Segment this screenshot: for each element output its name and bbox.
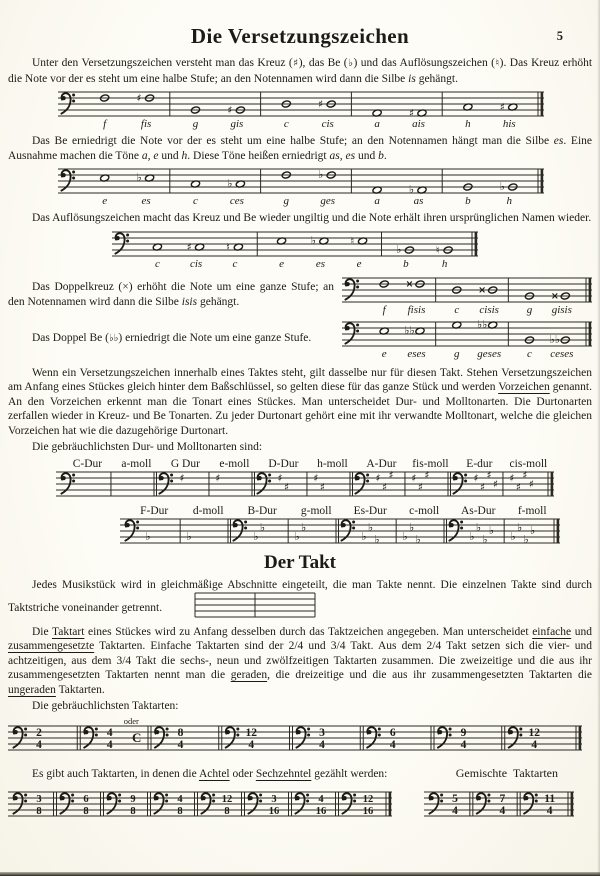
sharp-icon: ♯ bbox=[499, 101, 505, 114]
natural-icon: ♮ bbox=[435, 244, 440, 257]
staff-double-sharp-notes bbox=[342, 274, 592, 316]
text-run: gehängt. bbox=[415, 72, 458, 85]
text-run: gezählt werden: bbox=[311, 767, 388, 780]
text-run: und bbox=[571, 625, 592, 638]
music-glyph: ♮ bbox=[494, 58, 500, 69]
note-label: c bbox=[232, 257, 238, 270]
text-run: einfache bbox=[532, 625, 572, 638]
text-run: isis bbox=[181, 295, 198, 308]
flat-icon: ♭ bbox=[186, 529, 192, 543]
sharp-icon: ♯ bbox=[388, 469, 394, 482]
bass-clef-icon bbox=[115, 233, 129, 253]
key-label-moll: cis-moll bbox=[509, 457, 548, 470]
flat-icon: ♭ bbox=[530, 523, 536, 537]
paragraph-vorzeichen bbox=[8, 366, 592, 439]
flat-icon: ♭ bbox=[499, 180, 505, 193]
text-run: , die dreizeitige und die aus ihr zusammengesetzten Taktarten die bbox=[267, 669, 592, 681]
text-run: is bbox=[408, 72, 416, 85]
text-run: zusammengesetzte bbox=[8, 640, 95, 652]
note-label: g bbox=[526, 303, 533, 316]
text-run: a, e bbox=[141, 149, 159, 162]
bass-clef-icon bbox=[61, 170, 75, 190]
note-label: gisis bbox=[551, 303, 572, 316]
flat-icon: ♭ bbox=[475, 520, 482, 534]
gemischte-label: Gemischte Taktarten bbox=[455, 765, 558, 780]
note-label: e bbox=[356, 257, 362, 270]
bass-clef-icon bbox=[453, 473, 467, 493]
staff-time-signatures-eighth bbox=[8, 786, 392, 820]
note-label: ces bbox=[229, 195, 244, 207]
time-signature-denominator: 4 bbox=[531, 738, 538, 751]
text-run: Es gibt auch Taktarten, in denen die bbox=[32, 767, 199, 780]
bass-clef-icon bbox=[429, 793, 443, 813]
flat-icon: ♭ bbox=[259, 520, 266, 534]
time-signature-denominator: 4 bbox=[177, 738, 184, 751]
paragraph-doppelbe bbox=[8, 331, 334, 347]
sharp-icon: ♯ bbox=[277, 472, 283, 485]
note-label: c bbox=[193, 195, 198, 207]
page-title: Die Versetzungszeichen bbox=[190, 24, 410, 48]
note-label: e bbox=[381, 347, 387, 360]
staff-sharp-notes bbox=[58, 88, 592, 130]
double-flat-icon: ♭ bbox=[554, 332, 561, 346]
flat-icon: ♭ bbox=[145, 529, 151, 543]
flat-icon: ♭ bbox=[517, 520, 523, 534]
double-sharp-icon: × bbox=[550, 290, 559, 302]
text-run: Taktarten. bbox=[55, 683, 105, 696]
sharp-icon: ♯ bbox=[215, 472, 221, 485]
time-signature-denominator: 8 bbox=[177, 806, 183, 817]
bass-clef-icon bbox=[345, 279, 359, 299]
key-label-dur: Es-Dur bbox=[353, 504, 387, 517]
text-run: gehängt. bbox=[197, 295, 240, 308]
time-signature-numerator: 12 bbox=[528, 726, 540, 739]
key-label-dur: G Dur bbox=[170, 457, 200, 470]
double-sharp-icon: × bbox=[405, 278, 414, 290]
time-signature-numerator: 4 bbox=[318, 794, 324, 805]
text-run: Achtel bbox=[198, 767, 230, 780]
note-label: eses bbox=[407, 347, 426, 360]
text-run: eines Stückes wird zu Anfang desselben durch das Taktzeichen angegeben. Man unterscheidet bbox=[84, 625, 533, 638]
music-glyph: ♯ bbox=[292, 58, 299, 69]
text-run: ungeraden bbox=[8, 683, 56, 696]
achtel-row bbox=[8, 766, 592, 782]
key-label-dur: A-Dur bbox=[366, 457, 397, 470]
note-label: fis bbox=[140, 118, 152, 130]
time-signature-numerator: 9 bbox=[460, 726, 467, 739]
time-signature-numerator: 4 bbox=[106, 726, 113, 739]
time-signature-numerator: 8 bbox=[177, 726, 184, 739]
note-label: c bbox=[283, 118, 289, 130]
flat-icon: ♭ bbox=[253, 529, 259, 543]
paragraph-aufloesung bbox=[8, 211, 592, 226]
doppelbe-row bbox=[8, 318, 592, 360]
note-label: e bbox=[279, 257, 285, 270]
text-run: h bbox=[181, 149, 188, 162]
paragraph-doppelkreuz bbox=[8, 280, 334, 309]
time-signature-numerator: 6 bbox=[389, 726, 396, 739]
text-run: Das Doppel Be ( bbox=[32, 331, 109, 344]
flat-icon: ♭ bbox=[488, 523, 495, 537]
key-label-dur: F-Dur bbox=[140, 504, 169, 517]
time-signature-denominator: 8 bbox=[224, 806, 230, 817]
bass-clef-icon bbox=[341, 520, 355, 540]
flat-icon: ♭ bbox=[310, 233, 316, 247]
time-signature-denominator: 4 bbox=[248, 738, 255, 751]
flat-icon: ♭ bbox=[482, 532, 488, 546]
music-glyph: ♭ bbox=[347, 58, 354, 69]
text-run: Sechzehntel bbox=[255, 767, 312, 780]
flat-icon: ♭ bbox=[408, 183, 415, 196]
time-signature-numerator: 3 bbox=[319, 726, 325, 739]
key-label-moll: f-moll bbox=[517, 504, 547, 517]
time-signature-denominator: 4 bbox=[319, 738, 325, 751]
sharp-icon: ♯ bbox=[486, 469, 492, 482]
bass-clef-icon bbox=[84, 727, 98, 747]
key-label-moll: g-moll bbox=[300, 504, 332, 517]
sharp-icon: ♯ bbox=[424, 469, 430, 482]
bass-clef-icon bbox=[155, 727, 169, 747]
double-sharp-icon: × bbox=[478, 284, 487, 296]
text-run: oder bbox=[229, 767, 256, 780]
key-label-moll: c-moll bbox=[409, 504, 440, 517]
sharp-icon: ♯ bbox=[136, 92, 142, 105]
key-label-dur: As-Dur bbox=[460, 504, 496, 517]
bass-clef-icon bbox=[13, 727, 27, 747]
bass-clef-icon bbox=[125, 520, 139, 540]
time-signature-numerator: 12 bbox=[221, 794, 233, 805]
text-run: Unter den Versetzungszeichen versteht man das Kreuz ( bbox=[32, 57, 293, 69]
sharp-icon: ♯ bbox=[473, 472, 479, 485]
staff-double-flat-notes bbox=[342, 318, 592, 360]
flat-icon: ♭ bbox=[136, 171, 142, 184]
bass-clef-icon bbox=[295, 793, 309, 813]
bass-clef-icon bbox=[13, 793, 27, 813]
bass-clef-icon bbox=[61, 93, 75, 113]
bass-clef-icon bbox=[438, 727, 452, 747]
bass-clef-icon bbox=[60, 793, 74, 813]
key-label-dur: C-Dur bbox=[72, 457, 103, 470]
bass-clef-icon bbox=[367, 727, 381, 747]
bass-clef-icon bbox=[524, 793, 538, 813]
sharp-icon: ♯ bbox=[283, 481, 290, 494]
text-run: Taktart bbox=[52, 625, 85, 638]
bass-clef-icon bbox=[107, 793, 121, 813]
time-signatures-row bbox=[8, 784, 592, 824]
time-signature-denominator: 8 bbox=[83, 806, 89, 817]
time-signature-numerator: 6 bbox=[83, 794, 89, 805]
doppelkreuz-row bbox=[8, 274, 592, 316]
key-label-dur: B-Dur bbox=[247, 504, 277, 517]
bass-clef-icon bbox=[449, 520, 463, 540]
text-run: Wenn ein Versetzungszeichen innerhalb eines Taktes steht, gilt dasselbe nur für diesen Takt. Stehen Versetzungszeichen am Anfang eines Stückes gleich hinter dem Baßschlüssel, so gelten diese für das ganze Stück und werden bbox=[8, 366, 592, 393]
note-label: c bbox=[527, 347, 532, 360]
staff-takt-demo bbox=[170, 592, 316, 623]
bass-clef-icon bbox=[233, 520, 247, 540]
bass-clef-icon bbox=[509, 727, 523, 747]
note-label: ceses bbox=[550, 347, 574, 360]
text-run: . Diese Töne heißen erniedrigt bbox=[187, 149, 330, 162]
time-signature-denominator: 4 bbox=[546, 805, 553, 817]
double-flat-icon: ♭ bbox=[404, 323, 410, 337]
section-title-takt: Der Takt bbox=[264, 551, 336, 573]
text-run: ) erniedrigt die Note um eine ganze Stufe. bbox=[118, 331, 312, 344]
time-signature-denominator: 4 bbox=[460, 738, 467, 751]
note-label: a bbox=[374, 195, 380, 207]
note-label: es bbox=[141, 195, 151, 207]
note-label: b bbox=[403, 257, 409, 270]
text-run: ). Das Kreuz erhöht die Note vor der es steht um eine halbe Stufe; an den Notennamen wird dann die Silbe bbox=[8, 57, 593, 85]
text-run: . bbox=[383, 149, 387, 162]
bass-clef-icon bbox=[61, 473, 75, 493]
time-signature-denominator: 4 bbox=[36, 738, 42, 751]
oder-label: oder bbox=[123, 715, 139, 726]
key-label-moll: fis-moll bbox=[412, 457, 449, 470]
flat-icon: ♭ bbox=[294, 529, 300, 543]
time-signature-denominator: 16 bbox=[315, 806, 327, 817]
note-label: ges bbox=[320, 195, 336, 207]
note-label: geses bbox=[477, 347, 502, 360]
note-label: e bbox=[102, 195, 108, 207]
bass-clef-icon bbox=[355, 473, 369, 493]
note-label: f bbox=[103, 118, 107, 130]
time-signature-denominator: 4 bbox=[499, 805, 506, 817]
sharp-icon: ♯ bbox=[411, 472, 417, 485]
note-label: f bbox=[382, 303, 386, 316]
staff-key-signatures-sharp bbox=[56, 457, 592, 500]
note-label: g bbox=[283, 195, 290, 207]
flat-icon: ♭ bbox=[318, 168, 324, 181]
double-flat-icon: ♭ bbox=[476, 317, 483, 331]
flat-icon: ♭ bbox=[301, 520, 307, 534]
bass-clef-icon bbox=[226, 727, 240, 747]
sharp-icon: ♯ bbox=[408, 107, 415, 120]
text-run: und bbox=[355, 149, 379, 162]
note-label: as bbox=[413, 195, 424, 207]
staff-time-signatures-mixed bbox=[424, 786, 574, 820]
staff-natural-notes bbox=[112, 228, 592, 270]
key-label-dur: D-Dur bbox=[268, 457, 299, 470]
text-run: Die bbox=[32, 625, 52, 638]
text-run: es bbox=[553, 135, 564, 147]
note-label: h bbox=[441, 257, 448, 270]
note-label: his bbox=[502, 118, 516, 130]
staff-key-signatures-flat bbox=[120, 504, 592, 547]
flat-icon: ♭ bbox=[409, 520, 415, 534]
sharp-icon: ♯ bbox=[313, 472, 319, 485]
note-label: g bbox=[454, 347, 460, 360]
sharp-icon: ♯ bbox=[179, 472, 185, 485]
flat-icon: ♭ bbox=[396, 242, 402, 256]
flat-icon: ♭ bbox=[510, 529, 516, 543]
flat-icon: ♭ bbox=[415, 532, 421, 546]
text-run: Vorzeichen bbox=[498, 381, 550, 393]
sharp-icon: ♯ bbox=[479, 481, 486, 494]
taktarten-intro: Die gebräuchlichsten Taktarten: bbox=[32, 700, 179, 712]
bass-clef-icon bbox=[248, 793, 262, 813]
staff-time-signatures-quarter bbox=[8, 716, 592, 754]
sharp-icon: ♯ bbox=[319, 481, 326, 494]
key-label-moll: a-moll bbox=[121, 457, 152, 470]
note-label: h bbox=[506, 195, 513, 207]
text-run: Das Auflösungszeichen macht das Kreuz und Be wieder ungiltig und die Note erhält ihren ursprünglichen Namen wieder. bbox=[32, 212, 592, 224]
sharp-icon: ♯ bbox=[528, 478, 535, 491]
note-label: g bbox=[192, 118, 199, 130]
flat-icon: ♭ bbox=[523, 532, 529, 546]
note-label: cis bbox=[321, 118, 334, 130]
note-label: gis bbox=[230, 118, 244, 130]
text-run: Jedes Musikstück wird in gleichmäßige Abschnitte eingeteilt, die man Takte nennt. Die einzelnen Takte sind durch Taktstriche voneinander getrennt. bbox=[8, 578, 592, 614]
time-signature-numerator: 11 bbox=[544, 793, 556, 805]
time-signature-numerator: 12 bbox=[362, 794, 374, 805]
time-signature-denominator: 4 bbox=[106, 738, 113, 751]
flat-icon: ♭ bbox=[227, 177, 233, 190]
note-label: fisis bbox=[407, 303, 426, 316]
natural-icon: ♮ bbox=[350, 235, 355, 248]
tonarten-intro: Die gebräuchlichsten Dur- und Molltonarten sind: bbox=[32, 441, 263, 453]
bass-clef-icon bbox=[154, 793, 168, 813]
music-glyph: ♭♭ bbox=[108, 332, 119, 344]
sharp-icon: ♯ bbox=[417, 481, 424, 494]
time-signature-numerator: 7 bbox=[499, 793, 506, 805]
bass-clef-icon bbox=[342, 793, 356, 813]
note-label: cisis bbox=[479, 303, 499, 316]
text-run: . Eine Ausnahme machen die Töne bbox=[8, 135, 593, 162]
text-run: b bbox=[378, 149, 384, 162]
text-run: ) und das Auflösungszeichen ( bbox=[353, 57, 495, 69]
note-label: c bbox=[454, 303, 460, 316]
text-run: Das Be erniedrigt die Note vor der es steht um eine halbe Stufe; an den Notennamen hängt man die Silbe bbox=[32, 135, 554, 147]
text-run: ), das Be ( bbox=[298, 57, 348, 69]
time-signature-numerator: 9 bbox=[130, 794, 136, 805]
sharp-icon: ♯ bbox=[186, 241, 192, 254]
time-signature-numerator: 3 bbox=[271, 794, 277, 805]
time-signature-numerator: 3 bbox=[36, 794, 42, 805]
time-signature-denominator: 4 bbox=[452, 805, 458, 817]
time-signature-numerator: 4 bbox=[177, 794, 183, 805]
text-run: Das Doppelkreuz (×) erhöht die Note um eine ganze Stufe; an den Notennamen wird dann die Silbe bbox=[8, 281, 334, 308]
note-label: h bbox=[465, 118, 471, 130]
note-label: ais bbox=[412, 118, 425, 130]
text-run: geraden bbox=[230, 669, 268, 681]
sharp-icon: ♯ bbox=[381, 481, 388, 494]
common-time-symbol: C bbox=[132, 729, 142, 745]
time-signature-numerator: 5 bbox=[452, 793, 458, 805]
bass-clef-icon bbox=[296, 727, 310, 747]
flat-icon: ♭ bbox=[402, 529, 408, 543]
time-signature-denominator: 8 bbox=[36, 806, 42, 817]
bass-clef-icon bbox=[257, 473, 271, 493]
sharp-icon: ♯ bbox=[515, 481, 522, 494]
flat-icon: ♭ bbox=[374, 532, 380, 546]
double-flat-icon: ♭ bbox=[409, 323, 415, 337]
note-label: es bbox=[315, 257, 325, 270]
text-run: as, es bbox=[329, 149, 356, 162]
sharp-icon: ♯ bbox=[522, 469, 528, 482]
time-signature-denominator: 16 bbox=[362, 806, 374, 817]
time-signature-denominator: 16 bbox=[268, 806, 280, 817]
note-label: cis bbox=[189, 257, 203, 270]
sharp-icon: ♯ bbox=[318, 98, 324, 111]
sharp-icon: ♯ bbox=[227, 104, 233, 117]
key-label-moll: e-moll bbox=[219, 457, 250, 470]
natural-icon: ♮ bbox=[225, 241, 230, 254]
bass-clef-icon bbox=[201, 793, 215, 813]
time-signature-denominator: 4 bbox=[389, 738, 396, 751]
paragraph-takte bbox=[8, 578, 592, 623]
double-flat-icon: ♭ bbox=[482, 317, 488, 331]
flat-icon: ♭ bbox=[367, 520, 374, 534]
paragraph-kreuz bbox=[8, 56, 592, 86]
text-run: genannt. An den Vorzeichen erkennt man die Tonart eines Stückes. Man unterscheidet Dur- und Molltonarten. Die Durtonarten zerfallen wieder in Kreuz- und Be Tonarten. Zu jeder Durtonart gehört eine mit ihr verwandte Molltonart, welche die gleichen Vorzeichen hat wie die dazugehörige Durtonart. bbox=[8, 381, 592, 437]
flat-icon: ♭ bbox=[469, 529, 475, 543]
time-signature-numerator: 12 bbox=[245, 726, 257, 739]
text-run: Taktarten. Einfache Taktarten sind der 2/4 und 3/4 Takt. Aus dem 2/4 Takt setzen sich die vier- und achtzeitigen, aus dem 3/4 Takt die sechs-, neun und zwölfzeitigen Taktarten zusammen. Die zweizeitige und die aus ihr zusammengesetzten Taktarten nennt man die bbox=[8, 640, 592, 681]
page-bottom-edge bbox=[0, 872, 600, 876]
time-signature-denominator: 8 bbox=[130, 806, 136, 817]
paragraph-taktart bbox=[8, 625, 592, 698]
key-label-moll: h-moll bbox=[317, 457, 348, 470]
bass-clef-icon bbox=[159, 473, 173, 493]
sharp-icon: ♯ bbox=[509, 472, 515, 485]
time-signature-numerator: 2 bbox=[36, 726, 42, 739]
key-label-moll: d-moll bbox=[192, 504, 224, 517]
paragraph-be bbox=[8, 134, 592, 163]
bass-clef-icon bbox=[477, 793, 491, 813]
staff-flat-notes bbox=[58, 165, 592, 207]
page-number: 5 bbox=[556, 29, 563, 43]
sharp-icon: ♯ bbox=[375, 472, 381, 485]
key-label-dur: E-dur bbox=[466, 457, 493, 470]
text-run: und bbox=[158, 149, 182, 162]
bass-clef-icon bbox=[345, 323, 359, 343]
sharp-icon: ♯ bbox=[492, 478, 499, 491]
note-label: b bbox=[465, 195, 471, 207]
paragraph-achtel bbox=[8, 767, 387, 782]
double-flat-icon: ♭ bbox=[549, 332, 555, 346]
note-label: a bbox=[374, 118, 380, 130]
flat-icon: ♭ bbox=[361, 529, 367, 543]
note-label: c bbox=[154, 257, 160, 270]
